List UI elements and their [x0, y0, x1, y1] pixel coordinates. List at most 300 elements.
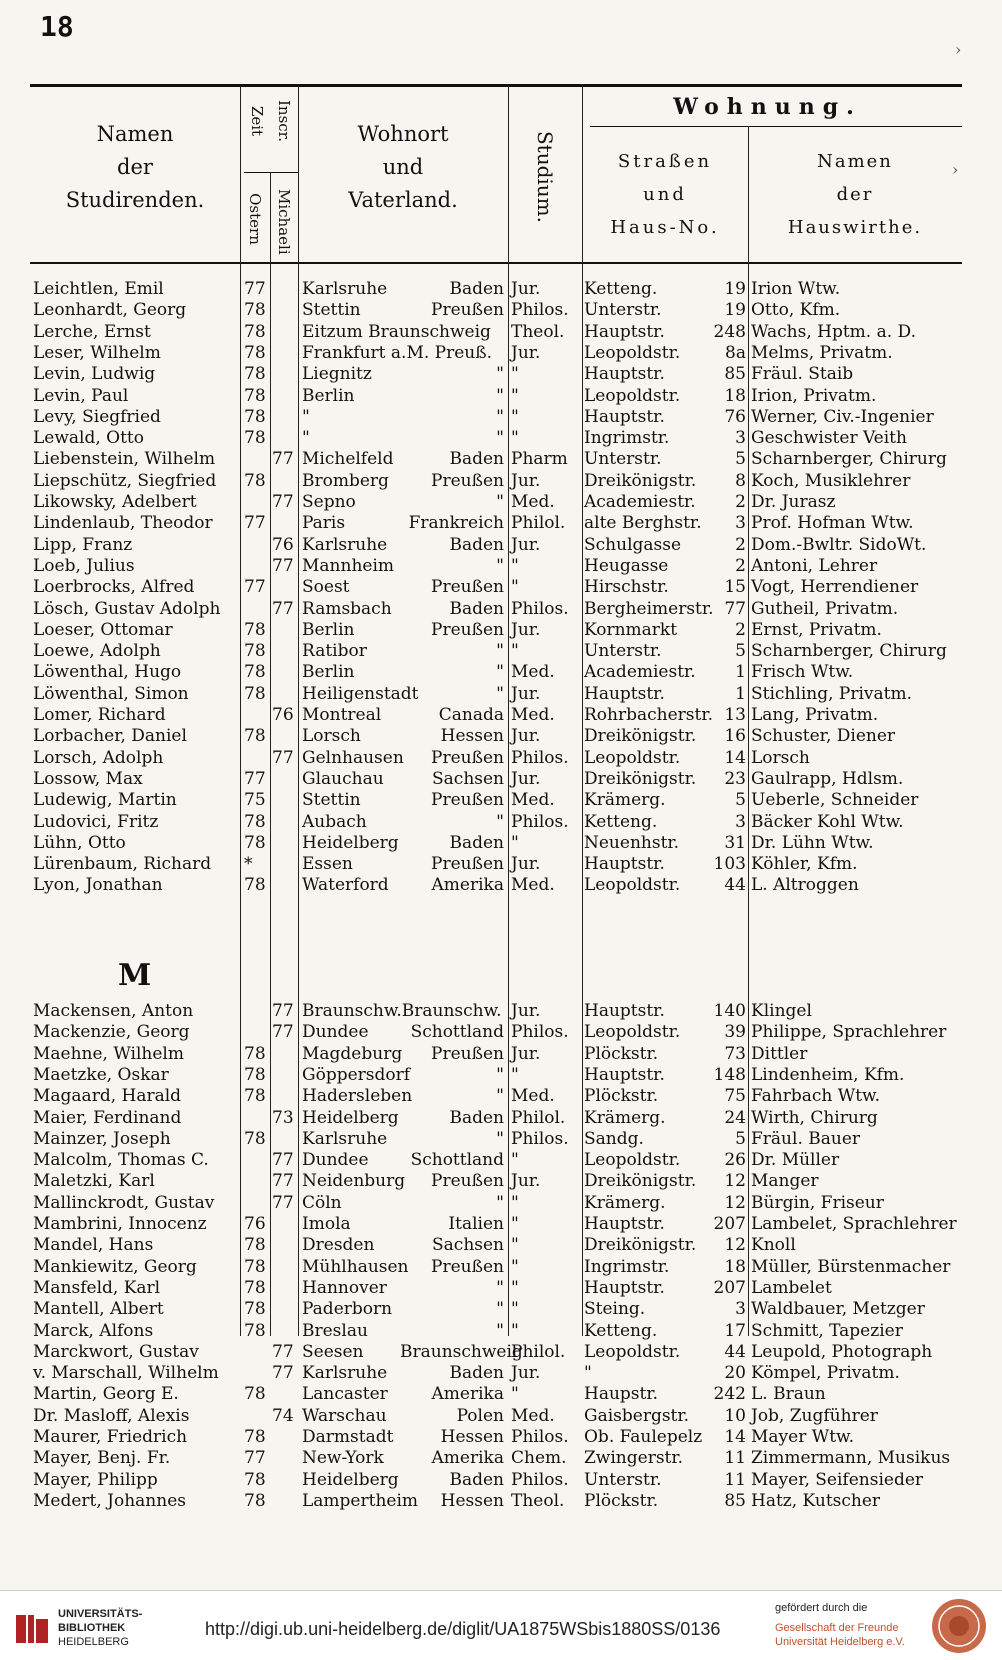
- cell-stud: Philos.: [511, 811, 569, 832]
- cell-mich: 77: [272, 449, 294, 470]
- cell-land: Amerika: [431, 1384, 504, 1405]
- cell-host: Ernst, Privatm.: [751, 619, 882, 640]
- cell-name: Levin, Ludwig: [33, 364, 156, 385]
- table-row: [0, 470, 1002, 492]
- cell-no: 207: [713, 1277, 746, 1298]
- cell-street: Hauptstr.: [584, 406, 665, 427]
- cell-name: Mayer, Benj. Fr.: [33, 1448, 171, 1469]
- cell-city: ": [302, 406, 310, 427]
- header-wohnort: Wohnort und Vaterland.: [348, 122, 458, 212]
- cell-street: Hauptstr.: [584, 1064, 665, 1085]
- cell-no: 44: [724, 1341, 746, 1362]
- cell-stud: ": [511, 641, 519, 662]
- cell-city: Soest: [302, 577, 350, 598]
- cell-no: 2: [735, 619, 746, 640]
- cell-city: Hannover: [302, 1277, 387, 1298]
- cell-name: Maurer, Friedrich: [33, 1427, 188, 1447]
- cell-street: Hauptstr.: [584, 1277, 665, 1298]
- cell-land: Preußen: [431, 470, 504, 491]
- cell-mich: 77: [272, 555, 294, 576]
- table-row: [0, 299, 1002, 321]
- cell-name: Mackensen, Anton: [33, 1001, 194, 1021]
- table-row: [0, 1064, 1002, 1086]
- cell-street: Krämerg.: [584, 790, 666, 811]
- cell-stud: Theol.: [511, 1490, 565, 1511]
- cell-mich: 76: [272, 705, 294, 725]
- cell-stud: Philos.: [511, 1022, 569, 1043]
- cell-city: Berlin: [302, 662, 355, 683]
- table-row: [0, 342, 1002, 364]
- cell-street: Haupstr.: [584, 1384, 659, 1405]
- table-row: [0, 491, 1002, 513]
- cell-street: Academiestr.: [584, 492, 696, 512]
- cell-name: Levin, Paul: [33, 385, 129, 406]
- page-number: 18: [40, 10, 74, 43]
- cell-no: 2: [735, 492, 746, 512]
- cell-host: Dr. Müller: [751, 1150, 840, 1171]
- cell-stud: Jur.: [511, 470, 541, 491]
- cell-no: 14: [724, 747, 746, 768]
- cell-name: Leichtlen, Emil: [33, 279, 164, 299]
- cell-city: Göppersdorf: [302, 1064, 411, 1085]
- cell-land: Baden: [449, 1107, 504, 1128]
- cell-stud: Philos.: [511, 1128, 569, 1149]
- table-row: [0, 1341, 1002, 1363]
- cell-land: ": [496, 1064, 504, 1085]
- cell-stud: Med.: [511, 705, 555, 725]
- wohnung-rule: [590, 126, 962, 127]
- cell-ostern: *: [244, 854, 253, 875]
- cell-host: Dittler: [751, 1043, 808, 1064]
- header-inscr: Inscr.: [275, 100, 293, 142]
- cell-host: Lindenheim, Kfm.: [751, 1064, 905, 1085]
- cell-host: Koch, Musiklehrer: [751, 470, 911, 491]
- cell-land: Sachsen: [432, 768, 504, 789]
- cell-land: ": [496, 641, 504, 662]
- table-row: [0, 874, 1002, 896]
- cell-name: Malcolm, Thomas C.: [33, 1150, 209, 1171]
- cell-stud: ": [511, 406, 519, 427]
- cell-name: Mallinckrodt, Gustav: [33, 1192, 215, 1213]
- cell-ostern: 78: [244, 683, 266, 704]
- cell-city: Cöln: [302, 1192, 342, 1213]
- cell-host: Bürgin, Friseur: [751, 1192, 884, 1213]
- cell-land: Polen: [456, 1405, 504, 1426]
- cell-city: Mannheim: [302, 555, 395, 576]
- cell-street: Ketteng.: [584, 811, 658, 832]
- cell-no: 11: [724, 1448, 746, 1469]
- cell-mich: 74: [272, 1405, 294, 1426]
- cell-ostern: 78: [244, 364, 266, 385]
- cell-land: Hessen: [440, 1490, 504, 1511]
- cell-no: 3: [735, 513, 746, 534]
- cell-street: Unterstr.: [584, 641, 662, 662]
- cell-stud: ": [511, 1299, 519, 1320]
- cell-stud: ": [511, 428, 519, 449]
- cell-street: Dreikönigstr.: [584, 470, 697, 491]
- table-row: [0, 1298, 1002, 1320]
- cell-name: Mainzer, Joseph: [33, 1128, 171, 1149]
- cell-land: Hessen: [440, 726, 504, 747]
- cell-no: 16: [724, 726, 746, 747]
- header-wohnung: Wohnung.: [673, 94, 862, 120]
- cell-street: Steing.: [584, 1299, 646, 1320]
- cell-city: Sepno: [302, 492, 356, 512]
- cell-no: 148: [713, 1064, 746, 1085]
- cell-no: 31: [724, 832, 746, 853]
- cell-land: Amerika: [431, 1448, 504, 1469]
- cell-name: Lipp, Franz: [33, 534, 133, 555]
- cell-city: Aubach: [302, 811, 367, 832]
- table-row: [0, 1128, 1002, 1150]
- cell-street: Leopoldstr.: [584, 342, 681, 363]
- cell-stud: Pharm: [511, 449, 568, 470]
- cell-land: ": [496, 428, 504, 449]
- header-zeit: Zeit: [248, 105, 266, 137]
- cell-street: Dreikönigstr.: [584, 768, 697, 789]
- cell-mich: 73: [272, 1107, 294, 1128]
- cell-ostern: 78: [244, 385, 266, 406]
- table-row: [0, 789, 1002, 811]
- cell-name: Maletzki, Karl: [33, 1171, 155, 1192]
- cell-land: Schottland: [410, 1150, 504, 1171]
- inscr-rule: [244, 172, 298, 173]
- cell-street: Hirschstr.: [584, 577, 669, 598]
- table-row: [0, 640, 1002, 662]
- cell-stud: Philos.: [511, 1469, 569, 1490]
- cell-street: Plöckstr.: [584, 1490, 659, 1511]
- cell-host: Fräul. Staib: [751, 364, 854, 385]
- cell-host: Scharnberger, Chirurg: [751, 449, 947, 470]
- cell-land: ": [496, 662, 504, 683]
- cell-no: 103: [713, 854, 746, 875]
- cell-no: 1: [735, 662, 746, 683]
- header-namen: Namen der Studirenden.: [65, 122, 205, 212]
- cell-name: Maetzke, Oskar: [33, 1064, 169, 1085]
- cell-no: 5: [735, 641, 746, 662]
- cell-ostern: 78: [244, 1277, 266, 1298]
- cell-stud: Med.: [511, 492, 555, 512]
- sponsor-text: gefördert durch die Gesellschaft der Freunde Universität Heidelberg e.V.: [775, 1602, 905, 1648]
- cell-city: ": [302, 428, 310, 449]
- cell-street: Dreikönigstr.: [584, 1171, 697, 1192]
- cell-land: Preußen: [431, 1256, 504, 1277]
- cell-city: Lampertheim: [302, 1490, 419, 1511]
- cell-land: ": [496, 406, 504, 427]
- cell-city: Berlin: [302, 385, 355, 406]
- cell-land: Preußen: [431, 619, 504, 640]
- cell-city: Stettin: [302, 300, 361, 321]
- cell-name: Loewe, Adolph: [33, 641, 161, 662]
- cell-street: Ob. Faulepelz: [584, 1427, 703, 1447]
- margin-mark: ›: [955, 40, 962, 59]
- cell-host: Manger: [751, 1171, 819, 1192]
- cell-land: Preußen: [431, 854, 504, 875]
- cell-ostern: 77: [244, 279, 266, 299]
- cell-name: Liepschütz, Siegfried: [33, 470, 217, 491]
- cell-ostern: 78: [244, 1427, 266, 1447]
- cell-mich: 77: [272, 1171, 294, 1192]
- cell-land: ": [496, 1299, 504, 1320]
- cell-ostern: 78: [244, 321, 266, 342]
- cell-land: Baden: [449, 832, 504, 853]
- cell-city: Berlin: [302, 619, 355, 640]
- cell-no: 12: [724, 1171, 746, 1192]
- cell-no: 242: [713, 1384, 746, 1405]
- table-row: [0, 1256, 1002, 1278]
- table-row: [0, 1426, 1002, 1448]
- cell-no: 23: [724, 768, 746, 789]
- cell-city: Mühlhausen: [302, 1256, 409, 1277]
- cell-name: Loeser, Ottomar: [33, 619, 173, 640]
- cell-host: Gaulrapp, Hdlsm.: [751, 768, 904, 789]
- cell-host: Schuster, Diener: [751, 726, 896, 747]
- cell-host: Werner, Civ.-Ingenier: [751, 406, 934, 427]
- cell-no: 3: [735, 1299, 746, 1320]
- cell-street: Schulgasse: [584, 534, 682, 555]
- cell-land: ": [496, 1128, 504, 1149]
- cell-no: 75: [724, 1086, 746, 1107]
- table-row: [0, 725, 1002, 747]
- source-url[interactable]: http://digi.ub.uni-heidelberg.de/diglit/UA1875WSbis1880SS/0136: [205, 1619, 721, 1639]
- cell-mich: 77: [272, 1363, 294, 1384]
- cell-stud: Philos.: [511, 1427, 569, 1447]
- cell-no: 26: [724, 1150, 746, 1171]
- cell-ostern: 77: [244, 513, 266, 534]
- cell-street: Leopoldstr.: [584, 385, 681, 406]
- cell-ostern: 78: [244, 1490, 266, 1511]
- cell-city: New-York: [302, 1448, 384, 1469]
- cell-stud: ": [511, 577, 519, 598]
- cell-host: Klingel: [751, 1001, 812, 1021]
- table-row: [0, 1085, 1002, 1107]
- table-row: [0, 1234, 1002, 1256]
- cell-street: Bergheimerstr.: [584, 598, 714, 619]
- cell-stud: ": [511, 364, 519, 385]
- cell-land: ": [496, 555, 504, 576]
- cell-name: Marckwort, Gustav: [33, 1341, 199, 1362]
- cell-name: Leser, Wilhelm: [33, 342, 161, 363]
- cell-stud: ": [511, 1235, 519, 1256]
- cell-city: Seesen: [302, 1341, 364, 1362]
- cell-street: Dreikönigstr.: [584, 726, 697, 747]
- cell-street: Gaisbergstr.: [584, 1405, 690, 1426]
- cell-stud: ": [511, 1214, 519, 1234]
- cell-street: Sandg.: [584, 1128, 644, 1149]
- cell-no: 24: [724, 1107, 746, 1128]
- cell-ostern: 78: [244, 1064, 266, 1085]
- cell-no: 13: [724, 705, 746, 725]
- cell-land: ": [496, 683, 504, 704]
- cell-host: Geschwister Veith: [751, 428, 907, 449]
- cell-ostern: 78: [244, 428, 266, 449]
- table-row: [0, 598, 1002, 620]
- cell-stud: ": [511, 832, 519, 853]
- cell-host: Vogt, Herrendiener: [751, 577, 919, 598]
- cell-no: 18: [724, 385, 746, 406]
- cell-no: 77: [724, 598, 746, 619]
- cell-host: Kömpel, Privatm.: [751, 1363, 900, 1384]
- cell-host: Waldbauer, Metzger: [751, 1299, 925, 1320]
- cell-mich: 77: [272, 1001, 294, 1021]
- cell-host: Köhler, Kfm.: [751, 854, 858, 875]
- cell-street: Leopoldstr.: [584, 1150, 681, 1171]
- cell-host: Dom.-Bwltr. SidoWt.: [751, 534, 927, 555]
- cell-ostern: 78: [244, 1086, 266, 1107]
- cell-land: Baden: [449, 1363, 504, 1384]
- cell-street: Ketteng.: [584, 1320, 658, 1341]
- cell-name: Ludewig, Martin: [33, 790, 177, 811]
- cell-ostern: 78: [244, 726, 266, 747]
- cell-street: Dreikönigstr.: [584, 1235, 697, 1256]
- cell-no: 5: [735, 790, 746, 811]
- cell-name: Lewald, Otto: [33, 428, 144, 449]
- table-row: [0, 853, 1002, 875]
- cell-stud: Jur.: [511, 1363, 541, 1384]
- library-logo-icon: [12, 1609, 52, 1649]
- cell-land: ": [496, 811, 504, 832]
- cell-city: Waterford: [302, 875, 389, 896]
- table-row: [0, 555, 1002, 577]
- cell-city: Eitzum Braunschweig: [302, 321, 491, 342]
- cell-no: 12: [724, 1192, 746, 1213]
- cell-mich: 77: [272, 492, 294, 512]
- cell-stud: Jur.: [511, 726, 541, 747]
- cell-host: Dr. Lühn Wtw.: [751, 832, 874, 853]
- cell-land: Preußen: [431, 1171, 504, 1192]
- cell-stud: Jur.: [511, 1171, 541, 1192]
- cell-street: Hauptstr.: [584, 364, 665, 385]
- margin-mark: ›: [952, 160, 959, 179]
- cell-stud: Philos.: [511, 300, 569, 321]
- cell-stud: Med.: [511, 1086, 555, 1107]
- cell-street: Leopoldstr.: [584, 875, 681, 896]
- cell-stud: ": [511, 1384, 519, 1405]
- header-hauswirthe: Namen der Hauswirthe.: [787, 151, 923, 238]
- cell-city: Gelnhausen: [302, 747, 404, 768]
- table-row: [0, 363, 1002, 385]
- cell-street: Hauptstr.: [584, 321, 665, 342]
- cell-stud: Med.: [511, 662, 555, 683]
- header-bottom-rule: [30, 262, 962, 264]
- table-row: [0, 278, 1002, 300]
- cell-host: Fahrbach Wtw.: [751, 1086, 880, 1107]
- cell-name: Lorbacher, Daniel: [33, 726, 187, 747]
- cell-name: Mandel, Hans: [33, 1235, 154, 1256]
- cell-name: Maehne, Wilhelm: [33, 1043, 184, 1064]
- table-row: [0, 1277, 1002, 1299]
- cell-no: 18: [724, 1256, 746, 1277]
- cell-no: 85: [724, 1490, 746, 1511]
- cell-city: Braunschw.Braunschw.: [302, 1001, 502, 1021]
- cell-city: Dundee: [302, 1022, 369, 1043]
- cell-name: Mankiewitz, Georg: [33, 1256, 197, 1277]
- footer: [0, 1590, 1002, 1660]
- cell-host: Irion Wtw.: [751, 279, 841, 299]
- cell-no: 11: [724, 1469, 746, 1490]
- cell-host: Scharnberger, Chirurg: [751, 641, 947, 662]
- cell-stud: Philol.: [511, 1107, 566, 1128]
- cell-street: Academiestr.: [584, 662, 696, 683]
- cell-stud: ": [511, 1256, 519, 1277]
- cell-city: Heidelberg: [302, 832, 399, 853]
- cell-stud: Philos.: [511, 747, 569, 768]
- header-top-rule: [30, 84, 962, 87]
- cell-host: Wirth, Chirurg: [751, 1107, 878, 1128]
- header-studium: Studium.: [533, 130, 557, 224]
- cell-land: ": [496, 1320, 504, 1341]
- cell-name: Lösch, Gustav Adolph: [33, 598, 221, 619]
- cell-city: Magdeburg: [302, 1043, 403, 1064]
- cell-host: Prof. Hofman Wtw.: [751, 513, 914, 534]
- cell-land: Schottland: [410, 1022, 504, 1043]
- table-row: [0, 406, 1002, 428]
- cell-name: Loeb, Julius: [33, 555, 135, 576]
- cell-no: 3: [735, 428, 746, 449]
- cell-name: Lerche, Ernst: [33, 321, 151, 342]
- table-row: [0, 1469, 1002, 1491]
- cell-no: 1: [735, 683, 746, 704]
- cell-ostern: 77: [244, 577, 266, 598]
- table-row: [0, 832, 1002, 854]
- cell-city: Dresden: [302, 1235, 375, 1256]
- cell-no: 20: [724, 1363, 746, 1384]
- cell-land: Italien: [448, 1214, 504, 1234]
- cell-city: Heiligenstadt: [302, 683, 419, 704]
- cell-land: Baden: [449, 534, 504, 555]
- cell-host: Irion, Privatm.: [751, 385, 877, 406]
- cell-host: Schmitt, Tapezier: [751, 1320, 903, 1341]
- cell-mich: 77: [272, 1341, 294, 1362]
- cell-stud: ": [511, 1064, 519, 1085]
- cell-land: ": [496, 364, 504, 385]
- cell-city: Montreal: [302, 705, 382, 725]
- cell-city: Michelfeld: [302, 449, 394, 470]
- cell-city: Essen: [302, 854, 353, 875]
- table-row: [0, 1107, 1002, 1129]
- cell-stud: Med.: [511, 875, 555, 896]
- table-row: [0, 448, 1002, 470]
- cell-ostern: 78: [244, 1043, 266, 1064]
- cell-stud: ": [511, 555, 519, 576]
- cell-city: Bromberg: [302, 470, 389, 491]
- cell-land: Canada: [438, 705, 504, 725]
- cell-host: Mayer, Seifensieder: [751, 1469, 924, 1490]
- cell-host: Melms, Privatm.: [751, 342, 893, 363]
- cell-city: Ratibor: [302, 641, 367, 662]
- table-row: [0, 704, 1002, 726]
- cell-city: Heidelberg: [302, 1469, 399, 1490]
- table-row: [0, 683, 1002, 705]
- cell-host: Zimmermann, Musikus: [751, 1448, 951, 1469]
- cell-land: Baden: [449, 1469, 504, 1490]
- cell-host: Frisch Wtw.: [751, 662, 854, 683]
- cell-street: Plöckstr.: [584, 1086, 659, 1107]
- cell-host: Lang, Privatm.: [751, 705, 879, 725]
- cell-no: 44: [724, 875, 746, 896]
- table-row: [0, 1213, 1002, 1235]
- cell-land: Frankreich: [408, 513, 504, 534]
- cell-name: Löwenthal, Hugo: [33, 662, 182, 683]
- cell-land: Preußen: [431, 577, 504, 598]
- cell-stud: Jur.: [511, 1001, 541, 1021]
- table-row: [0, 1043, 1002, 1065]
- cell-host: Job, Zugführer: [751, 1405, 878, 1426]
- cell-street: Krämerg.: [584, 1107, 666, 1128]
- cell-street: Unterstr.: [584, 449, 662, 470]
- header-strassen: Straßen und Haus-No.: [610, 151, 720, 238]
- cell-name: Mayer, Philipp: [33, 1469, 158, 1490]
